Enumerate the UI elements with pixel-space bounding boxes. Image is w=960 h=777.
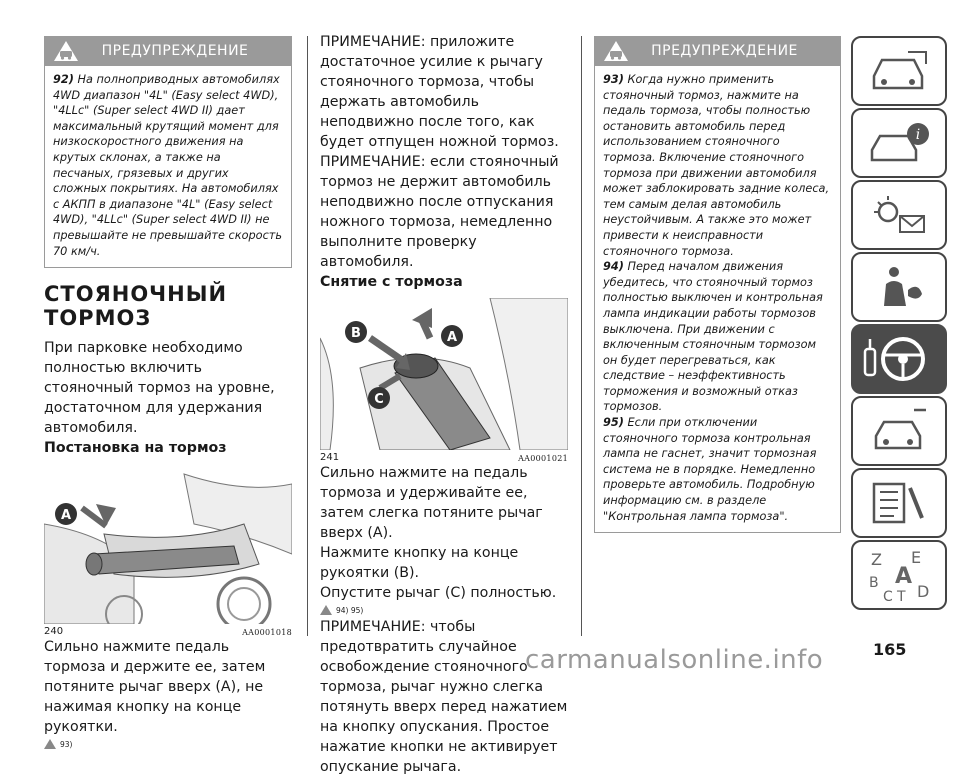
apply-instructions: Сильно нажмите педаль тормоза и держите ее, затем потяните рычаг вверх (A), не нажимая кнопку на конце рукоятки. <box>44 639 266 736</box>
seatbelt-icon <box>864 262 934 312</box>
column-divider-2 <box>581 36 582 636</box>
tab-emergency[interactable] <box>851 396 947 466</box>
svg-text:B: B <box>869 575 879 591</box>
svg-text:C: C <box>883 589 893 603</box>
svg-text:A: A <box>895 564 913 589</box>
note-3: ПРИМЕЧАНИЕ: чтобы предотвратить случайное освобождение стояночного тормоза, рычаг нужно слегка потянуть вверх перед нажатием на кнопку опускания. Простое нажатие кнопки не активирует опускание рычага. <box>320 619 568 775</box>
note-1: ПРИМЕЧАНИЕ: приложите достаточное усилие к рычагу стояночного тормоза, чтобы держать автомобиль неподвижно после того, как будет отпущен ножной тормоз. <box>320 34 559 150</box>
figure-caption-241 <box>320 452 568 463</box>
release-step-2: Нажмите кнопку на конце рукоятки (B). <box>320 545 519 581</box>
car-front-icon <box>864 46 934 96</box>
warning-text: На полноприводных автомобилях 4WD диапазон "4L" (Easy select 4WD), "4LLc" (Super select 4WD II) дает максимальный крутящий момент для низкоскоростного движения на крутых склонах, а также на песчаных, грязевых и других сложных покрытиях. На автомобилях с АКПП в диапазоне "4L" (Easy select 4WD), "4LLc" (Super select 4WD II) не превышайте не превышайте скорость 70 км/ч. <box>53 73 283 258</box>
svg-text:i: i <box>915 127 921 143</box>
warning-refs: 93) <box>44 739 292 749</box>
parking-brake-apply-illustration <box>44 464 292 624</box>
column-divider <box>307 36 308 636</box>
tab-safety[interactable] <box>851 252 947 322</box>
svg-text:E: E <box>911 548 922 567</box>
svg-text:Z: Z <box>871 550 882 569</box>
fig241-label-a: A <box>446 330 458 345</box>
release-step-3: Опустите рычаг (C) полностью. <box>320 585 557 601</box>
fig240-label-a: A <box>60 508 72 524</box>
subsection-title-release: Снятие с тормоза <box>320 274 463 290</box>
tab-maintenance[interactable] <box>851 468 947 538</box>
checklist-tools-icon <box>864 478 934 528</box>
warning-header: ПРЕДУПРЕЖДЕНИЕ <box>44 36 292 66</box>
alphabet-index-icon <box>861 547 937 603</box>
warning-box <box>44 66 292 268</box>
parking-brake-release-illustration <box>320 298 568 450</box>
release-step-1: Сильно нажмите на педаль тормоза и удерживайте ее, затем слегка потяните рычаг вверх (A). <box>320 465 543 541</box>
tab-warning-lights[interactable] <box>851 180 947 250</box>
figure-number: 240 <box>44 626 64 638</box>
figure-code: AA0001018 <box>242 628 292 638</box>
right-column <box>594 36 841 533</box>
figure-240 <box>44 464 292 637</box>
subsection-title: Постановка на тормоз <box>44 440 227 457</box>
note-2: ПРИМЕЧАНИЕ: если стояночный тормоз не держит автомобиль неподвижно после отпускания ножного тормоза, немедленно выполните проверку автомобиля. <box>320 154 559 270</box>
warning-car-icon <box>44 40 88 62</box>
warning-lights-icon <box>864 190 934 240</box>
watermark: carmanualsonline.info <box>525 645 824 675</box>
warning-94-text: Перед началом движения убедитесь, что стояночный тормоз полностью выключен и контрольная лампа индикации работы тормозов выключена. При движении с включенным стояночным тормозом он будет перегреваться, как следствие – неэффективность торможения и возможный отказ тормозов. <box>603 260 823 414</box>
tab-info[interactable] <box>851 108 947 178</box>
tab-starting-driving[interactable] <box>851 324 947 394</box>
page-number: 165 <box>873 640 907 659</box>
car-emergency-icon <box>864 406 934 456</box>
warning-car-icon <box>594 40 638 62</box>
warning-93-text: Когда нужно применить стояночный тормоз, нажмите на педаль тормоза, чтобы полностью остановить автомобиль перед использованием стояночного тормоза. Включение стояночного тормоза при движении автомобиля может заблокировать задние колеса, тем самым делая автомобиль неустойчивым. А также это может привести к неисправности стояночного тормоза. <box>603 73 830 258</box>
left-column <box>44 36 292 751</box>
steering-wheel-key-icon <box>859 331 939 387</box>
intro-text: При парковке необходимо полностью включить стояночный тормоз на уровне, достаточном для удержания автомобиля. <box>44 340 275 437</box>
warning-95-text: Если при отключении стояночного тормоза контрольная лампа не гаснет, значит тормозная система не в порядке. Немедленно проверьте автомобиль. Подробную информацию см. в разделе "Контрольная лампа тормоза". <box>603 416 817 523</box>
warning-header-right: ПРЕДУПРЕЖДЕНИЕ <box>594 36 841 66</box>
figure-number-241: 241 <box>320 452 340 463</box>
svg-text:T: T <box>897 589 906 603</box>
fig241-label-b: B <box>351 326 361 341</box>
warning-small-icon <box>320 605 332 615</box>
svg-text:D: D <box>917 582 930 601</box>
section-title: СТОЯНОЧНЫЙ ТОРМОЗ <box>44 282 228 331</box>
warning-box-right: 93) Когда нужно применить стояночный тормоз, нажмите на педаль тормоза, чтобы полностью остановить автомобиль перед использованием стояночного тормоза. Включение стояночного тормоза при движении автомобиля может заблокировать задние колеса, тем самым делая автомобиль неустойчивым. А также это может привести к неисправности стояночного тормоза. 94) Перед началом движения убедитесь, что стояночный тормоз полностью выключен и контрольная лампа индикации работы тормозов выключена. При движении с включенным стояночным тормозом он будет перегреваться, как следствие – неэффективность торможения и возможный отказ тормозов. 95) Если при отключении стояночного тормоза контрольная лампа не гаснет, значит тормозная система не в порядке. Немедленно проверьте автомобиль. Подробную информацию см. в разделе "Контрольная лампа тормоза". <box>594 66 841 533</box>
tab-index[interactable] <box>851 540 947 610</box>
warning-number: 92) <box>53 73 74 86</box>
figure-caption <box>44 626 292 637</box>
car-info-icon <box>864 118 934 168</box>
figure-241 <box>320 298 568 463</box>
warning-refs-middle: 94) 95) <box>320 605 568 615</box>
fig241-label-c: C <box>374 392 384 407</box>
warning-small-icon <box>44 739 56 749</box>
figure-code-241: AA0001021 <box>518 454 568 463</box>
tab-vehicle-overview[interactable] <box>851 36 947 106</box>
